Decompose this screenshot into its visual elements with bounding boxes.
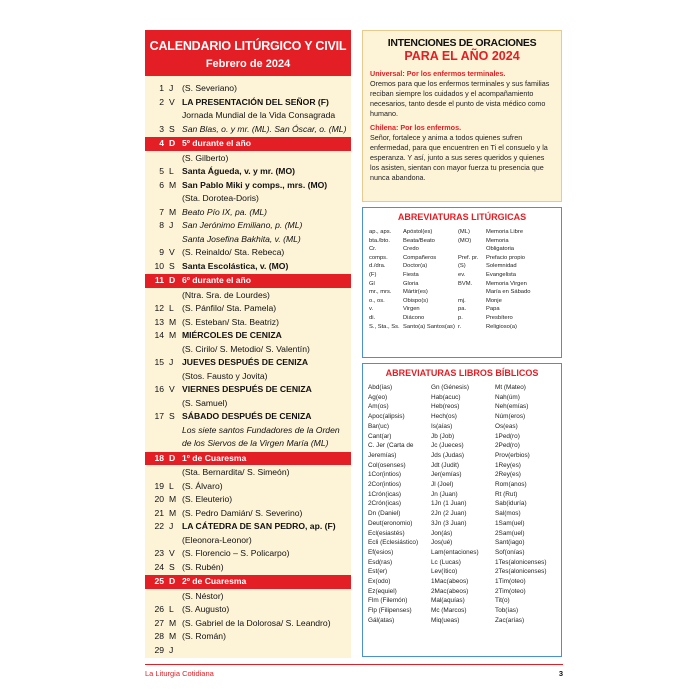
- bible-abbrev-cell: 1Tim(oteo): [495, 578, 526, 586]
- calendar-day-row: [145, 260, 351, 274]
- day-number: 2: [159, 96, 164, 107]
- bible-abbrev-cell: 1Ped(ro): [495, 432, 520, 440]
- bible-abbrev-cell: Ex(odo): [368, 578, 391, 586]
- chile-intention: Chilena: Por los enfermos. Señor, fortalece y anima a todos quienes sufren enfermedad, para que encuentren en Ti el consuelo y la esperanza. Y así, junto a sus seres queridos y quienes los asisten, sientan con mayor fuerza tu presencia que nunca abandona.: [370, 123, 548, 182]
- liturgical-abbrev-cell: Monje: [486, 297, 502, 304]
- bible-abbrev-cell: Abd(ías): [368, 384, 393, 391]
- calendar-day-row: [145, 343, 351, 357]
- day-celebration: (S. Augusto): [182, 604, 230, 614]
- page-number: 3: [558, 669, 563, 678]
- calendar-day-row: [145, 547, 351, 561]
- weekday-letter: D: [169, 275, 176, 285]
- weekday-letter: M: [169, 206, 177, 217]
- bible-abbrev-cell: Col(osenses): [368, 461, 406, 469]
- liturgical-abbrev-cell: Obligatoria: [486, 246, 515, 253]
- liturgical-abbrev-cell: Gloria: [403, 280, 419, 287]
- calendar-day-row: [145, 410, 351, 424]
- liturgical-abbreviations: [362, 207, 562, 358]
- day-number: 3: [159, 123, 164, 134]
- day-number: 15: [154, 357, 164, 367]
- calendar-day-row: [145, 534, 351, 548]
- bible-abbrev-cell: Ecli (Eclesiástico): [368, 539, 419, 547]
- calendar-day-row: [145, 206, 351, 220]
- liturgical-abbrev-cell: Memoria: [486, 237, 509, 244]
- calendar-day-row: [145, 561, 351, 575]
- day-celebration: JUEVES DESPUÉS DE CENIZA: [182, 357, 309, 367]
- liturgical-abbrev-cell: di.: [369, 314, 376, 321]
- liturgical-abbrev-cell: Doctor(a): [403, 263, 428, 270]
- bible-abbrev-cell: 2Cor(intios): [368, 481, 402, 489]
- page-footer: [145, 664, 563, 678]
- day-celebration: (S. Samuel): [182, 397, 228, 408]
- day-number: 26: [154, 604, 164, 614]
- day-number: 25: [154, 576, 164, 586]
- day-celebration: Santa Escolástica, v. (MO): [182, 260, 289, 271]
- bible-abbrev-cell: Mc (Marcos): [431, 607, 467, 615]
- day-celebration: (S. Florencio – S. Policarpo): [182, 548, 290, 558]
- day-celebration: de los Siervos de la Virgen María (ML): [182, 438, 329, 448]
- bible-abbrev-cell: Heb(reos): [431, 403, 460, 411]
- intentions-year: PARA EL AÑO 2024: [404, 49, 520, 63]
- bible-abbrev-cell: Cant(ar): [368, 432, 392, 440]
- liturgical-abbrev-cell: pa.: [458, 306, 467, 313]
- calendar-day-row: [145, 520, 351, 534]
- bible-abbrev-cell: Ez(equiel): [368, 587, 397, 595]
- calendar-day-row: [145, 424, 351, 438]
- day-celebration: (S. Reinaldo/ Sta. Rebeca): [182, 247, 285, 257]
- weekday-letter: M: [169, 631, 177, 641]
- bible-abbrev-cell: Flm (Filemón): [368, 597, 408, 605]
- weekday-letter: M: [169, 330, 177, 340]
- calendar-day-list: [145, 76, 351, 657]
- liturgical-abbrev-cell: r.: [458, 323, 462, 330]
- calendar-day-row: [145, 466, 351, 480]
- day-celebration: (Eleonora-Leonor): [182, 534, 252, 545]
- bible-abbrev-cell: Gál(atas): [368, 616, 395, 624]
- calendar-day-row: [145, 383, 351, 397]
- day-celebration: San Pablo Miki y comps., mrs. (MO): [182, 179, 328, 190]
- bible-abbrev-cell: Am(os): [368, 403, 389, 411]
- day-celebration: (S. Severiano): [182, 83, 237, 93]
- bible-abbrev-cell: Hab(acuc): [431, 393, 461, 401]
- bible-abbrev-cell: Neh(emías): [495, 403, 529, 411]
- weekday-letter: J: [169, 220, 174, 230]
- day-celebration: (S. Gilberto): [182, 152, 229, 163]
- bible-abbrev-cell: 2Crón(icas): [368, 500, 402, 508]
- calendar-day-row: [145, 437, 351, 451]
- weekday-letter: S: [169, 411, 175, 421]
- day-celebration: (Sta. Dorotea-Doris): [182, 193, 259, 203]
- bible-abbrev-cell: Rt (Rut): [495, 490, 518, 498]
- day-number: 4: [159, 138, 164, 148]
- calendar-day-row: [145, 397, 351, 411]
- day-celebration: MIÉRCOLES DE CENIZA: [182, 330, 282, 340]
- bible-abbrev-cell: Is(aías): [431, 422, 453, 430]
- liturgical-abbrev-cell: S., Sta., Ss.: [369, 323, 400, 330]
- day-number: 12: [154, 303, 164, 313]
- bible-abbrev-cell: Nah(úm): [495, 393, 520, 401]
- calendar-month: Febrero de 2024: [205, 58, 291, 70]
- bible-abbrev-cell: 1Mac(abeos): [431, 578, 469, 586]
- calendar-sunday-row: [145, 575, 351, 589]
- day-celebration: San Blas, o. y mr. (ML). San Óscar, o. (ML): [182, 123, 347, 134]
- day-celebration: LA PRESENTACIÓN DEL SEÑOR (F): [182, 96, 329, 107]
- day-celebration: LA CÁTEDRA DE SAN PEDRO, ap. (F): [182, 521, 336, 531]
- liturgical-abbrev-cell: [458, 245, 486, 254]
- day-number: 29: [154, 644, 164, 655]
- liturgical-abbrev-cell: Memoria Libre: [486, 229, 524, 235]
- bible-abbrev-cell: 1Crón(icas): [368, 490, 402, 498]
- liturgical-abbrev-cell: BVM.: [458, 280, 473, 287]
- liturgical-abbrev-cell: bta./bto.: [369, 237, 390, 244]
- liturgical-abbrev-cell: Obispo(s): [403, 297, 429, 304]
- liturgical-abbrev-cell: o., os.: [369, 297, 385, 304]
- bible-abbrev-cell: Flp (Filipenses): [368, 607, 412, 615]
- day-number: 17: [154, 411, 164, 421]
- bible-abbrev-cell: 1Jn (1 Juan): [431, 500, 467, 508]
- weekday-letter: L: [169, 604, 174, 614]
- day-celebration: 5º durante el año: [182, 138, 252, 148]
- liturgical-abbrev-cell: ev.: [458, 271, 466, 278]
- bible-abbrev-cell: Lam(entaciones): [431, 548, 479, 556]
- weekday-letter: S: [169, 260, 175, 271]
- calendar-day-row: [145, 630, 351, 644]
- bible-abbrev-cell: Jn (Juan): [431, 490, 458, 498]
- day-celebration: (S. Gabriel de la Dolorosa/ S. Leandro): [182, 617, 331, 628]
- liturgical-abbrev-cell: Virgen: [403, 306, 420, 313]
- liturgical-abbrev-cell: Compañeros: [403, 254, 437, 261]
- universal-intention: Universal: Por los enfermos terminales. Oremos para que los enfermos terminales y sus familias reciban siempre los cuidados y el acompañamiento necesarios, tanto desde el punto de vista médico como humano.: [370, 69, 550, 118]
- day-celebration: (S. Eleuterio): [182, 494, 233, 504]
- liturgical-abbrev-cell: Credo: [403, 246, 419, 253]
- day-celebration: Santa Águeda, v. y mr. (MO): [182, 166, 296, 176]
- liturgical-abbrev-cell: comps.: [369, 254, 388, 261]
- day-number: 22: [154, 521, 164, 531]
- day-celebration: (S. Esteban/ Sta. Beatriz): [182, 316, 279, 327]
- bible-abbrev-cell: Mt (Mateo): [495, 384, 526, 391]
- bible-abbrev-cell: Deut(eronomio): [368, 519, 413, 527]
- liturgical-abbrev-cell: María en Sábado: [486, 289, 531, 296]
- bible-abbrev-cell: Esd(ras): [368, 558, 393, 566]
- weekday-letter: J: [169, 644, 174, 655]
- weekday-letter: M: [169, 179, 177, 190]
- calendar-day-row: [145, 179, 351, 193]
- calendar-day-row: [145, 246, 351, 260]
- bible-abbrev-cell: C. Jer (Carta de: [368, 442, 414, 450]
- calendar-day-row: [145, 233, 351, 247]
- bible-abbrev-cell: Jds (Judas): [431, 451, 465, 459]
- bible-abbrev-cell: Lev(ítico): [431, 568, 458, 576]
- weekday-letter: V: [169, 384, 175, 394]
- day-celebration: Los siete santos Fundadores de la Orden: [182, 424, 340, 435]
- liturgical-abbrev-cell: Presbítero: [486, 314, 513, 321]
- calendar-day-row: [145, 480, 351, 494]
- liturgical-abbrev-cell: (S): [458, 263, 466, 270]
- day-celebration: [182, 644, 351, 658]
- day-number: 6: [159, 179, 164, 190]
- weekday-letter: L: [169, 166, 174, 176]
- calendar-day-row: [145, 590, 351, 604]
- day-number: 28: [154, 631, 164, 641]
- calendar-day-row: [145, 356, 351, 370]
- bible-abbrev-cell: Jdt (Judit): [431, 461, 460, 469]
- bible-abbrev-cell: Sof(onías): [495, 548, 525, 556]
- day-number: 1: [159, 83, 164, 93]
- bible-abbrev-cell: Tit(o): [495, 597, 510, 605]
- day-number: 13: [154, 316, 164, 327]
- bible-abbrev-cell: 2Tim(oteo): [495, 587, 526, 595]
- bible-abbrev-cell: 2Sam(uel): [495, 529, 525, 537]
- bible-abbrev-cell: Apoc(alipsis): [368, 413, 405, 421]
- liturgical-abbrev-cell: Evangelista: [486, 271, 516, 278]
- day-celebration: VIERNES DESPUÉS DE CENIZA: [182, 384, 312, 394]
- day-celebration: San Jerónimo Emiliano, p. (ML): [182, 220, 303, 230]
- liturgical-abbrev-cell: Fiesta: [403, 271, 419, 278]
- day-celebration: (S. Cirilo/ S. Metodio/ S. Valentín): [182, 343, 310, 354]
- calendar-header: [145, 30, 351, 76]
- day-celebration: (S. Pánfilo/ Sta. Pamela): [182, 303, 277, 313]
- bible-abbrev-cell: Jer(emías): [431, 471, 462, 479]
- day-celebration: (Stos. Fausto y Jovita): [182, 370, 268, 381]
- bible-abbreviations: [362, 363, 562, 657]
- day-celebration: Beato Pío IX, pa. (ML): [182, 206, 268, 217]
- bible-abbrev-cell: Gn (Génesis): [431, 384, 470, 391]
- weekday-letter: L: [169, 303, 174, 313]
- day-celebration: Santa Josefina Bakhita, v. (ML): [182, 233, 301, 244]
- bible-abbrev-cell: 1Rey(es): [495, 461, 521, 469]
- liturgical-abbrev-cell: [458, 288, 486, 297]
- bible-abbrev-cell: Ag(eo): [368, 393, 388, 401]
- weekday-letter: D: [169, 576, 176, 586]
- liturgical-abbrev-cell: Pref. pr.: [458, 254, 479, 261]
- day-number: 11: [154, 275, 164, 285]
- weekday-letter: D: [169, 138, 176, 148]
- bible-abbrev-cell: 1Tes(alonicenses): [495, 558, 547, 566]
- day-number: 27: [154, 617, 164, 628]
- weekday-letter: J: [169, 521, 174, 531]
- calendar-day-row: [145, 493, 351, 507]
- day-number: 23: [154, 548, 164, 558]
- bible-abbrev-cell: 2Ped(ro): [495, 442, 520, 450]
- bible-abbrev-cell: Sab(iduría): [495, 500, 527, 508]
- bible-abbrev-cell: 1Cor(intios): [368, 471, 402, 479]
- weekday-letter: V: [169, 247, 175, 257]
- calendar-day-row: [145, 603, 351, 617]
- liturgical-abbrev-cell: Memoria Virgen: [486, 280, 527, 287]
- liturgical-abbrev-cell: Mártir(es): [403, 289, 428, 296]
- bible-abbrev-grid: [368, 383, 556, 626]
- liturgical-abbrev-cell: Prefacio propio: [486, 254, 525, 261]
- liturgical-abbrev-cell: ap., aps.: [369, 229, 392, 235]
- calendar-day-row: [145, 289, 351, 303]
- liturgical-abbrev-cell: Papa: [486, 306, 500, 313]
- day-celebration: 6º durante el año: [182, 275, 252, 285]
- calendar-day-row: [145, 82, 351, 96]
- calendar-day-row: [145, 370, 351, 384]
- weekday-letter: S: [169, 561, 175, 572]
- bible-abbrev-cell: 2Mac(abeos): [431, 587, 469, 595]
- weekday-letter: L: [169, 480, 174, 491]
- calendar-day-row: [145, 96, 351, 110]
- day-number: 20: [154, 494, 164, 504]
- weekday-letter: M: [169, 507, 177, 518]
- calendar-day-row: [145, 507, 351, 521]
- day-number: 5: [159, 166, 164, 176]
- calendar-day-row: [145, 192, 351, 206]
- day-number: 18: [154, 452, 164, 463]
- bible-abbrev-cell: Sal(mos): [495, 510, 521, 518]
- bible-abbrev-cell: Miq(ueas): [431, 616, 460, 624]
- bible-abbrev-cell: 1Sam(uel): [495, 519, 525, 527]
- bible-abbrev-cell: Sant(iago): [495, 539, 525, 547]
- calendar-day-row: [145, 109, 351, 123]
- day-celebration: 1º de Cuaresma: [182, 452, 247, 463]
- liturgical-abbrev-cell: v.: [369, 306, 374, 313]
- day-number: 9: [159, 247, 164, 257]
- bible-abbrev-cell: Jon(ás): [431, 529, 453, 537]
- bible-abbrev-cell: Zac(arías): [495, 616, 525, 624]
- day-celebration: (S. Álvaro): [182, 480, 223, 491]
- liturgical-abbrev-cell: (MO): [458, 237, 472, 244]
- liturgical-abbrev-cell: Beata/Beato: [403, 237, 435, 244]
- bible-abbrev-title: ABREVIATURAS LIBROS BÍBLICOS: [385, 368, 539, 378]
- bible-abbrev-cell: 3Jn (3 Juan): [431, 519, 467, 527]
- bible-abbrev-cell: Jc (Jueces): [431, 442, 464, 450]
- calendar-day-row: [145, 617, 351, 631]
- weekday-letter: M: [169, 494, 177, 504]
- bible-abbrev-cell: Tob(ías): [495, 607, 519, 615]
- day-number: 24: [154, 561, 164, 572]
- calendar-day-row: [145, 219, 351, 233]
- day-number: 10: [154, 260, 164, 271]
- liturgical-abbrev-cell: d./dra.: [369, 263, 386, 270]
- bible-abbrev-cell: Jos(ué): [431, 539, 453, 547]
- day-number: 19: [154, 480, 164, 491]
- weekday-letter: J: [169, 357, 174, 367]
- liturgical-abbrev-cell: Gl: [369, 280, 375, 287]
- day-number: 7: [159, 206, 164, 217]
- bible-abbrev-cell: 2Jn (2 Juan): [431, 510, 467, 518]
- bible-abbrev-cell: Jl (Joel): [431, 481, 454, 489]
- day-number: 21: [154, 507, 164, 518]
- liturgical-abbrev-cell: Apóstol(es): [403, 229, 433, 235]
- calendar-day-row: [145, 165, 351, 179]
- liturgical-abbrev-cell: Solemnidad: [486, 263, 517, 270]
- liturgical-calendar: [145, 30, 351, 658]
- bible-abbrev-cell: Ef(esios): [368, 548, 394, 556]
- calendar-day-row: [145, 316, 351, 330]
- bible-abbrev-cell: Rom(anos): [495, 481, 527, 489]
- bible-abbrev-cell: Bar(uc): [368, 422, 389, 430]
- liturgical-abbrev-cell: mj.: [458, 297, 466, 304]
- bible-abbrev-cell: Dn (Daniel): [368, 510, 401, 518]
- liturgical-abbrev-cell: p.: [458, 314, 463, 321]
- calendar-sunday-row: [145, 137, 351, 151]
- day-celebration: (S. Román): [182, 631, 226, 641]
- prayer-intentions-box: [362, 30, 562, 202]
- intentions-title: INTENCIONES DE ORACIONES: [387, 37, 537, 49]
- weekday-letter: V: [169, 96, 175, 107]
- weekday-letter: M: [169, 617, 177, 628]
- liturgical-abbrev-cell: Religioso(a): [486, 323, 517, 330]
- day-number: 14: [154, 330, 164, 340]
- bible-abbrev-cell: Os(eas): [495, 422, 518, 430]
- calendar-sunday-row: [145, 274, 351, 288]
- bible-abbrev-cell: 2Rey(es): [495, 471, 521, 479]
- liturgical-abbrev-title: ABREVIATURAS LITÚRGICAS: [397, 212, 527, 222]
- liturgical-abbrev-cell: mr., mrs.: [369, 289, 392, 296]
- bible-abbrev-cell: Hech(os): [431, 413, 457, 421]
- liturgical-abbrev-cell: (F): [369, 271, 377, 278]
- liturgical-abbrev-grid: [369, 228, 555, 331]
- bible-abbrev-cell: Ecl(esiastés): [368, 529, 405, 537]
- liturgical-abbrev-cell: (ML): [458, 229, 470, 235]
- calendar-day-row: [145, 302, 351, 316]
- day-celebration: (S. Néstor): [182, 590, 224, 601]
- bible-abbrev-cell: 2Tes(alonicenses): [495, 568, 547, 576]
- bible-abbrev-cell: Est(er): [368, 568, 388, 576]
- calendar-day-row: [145, 123, 351, 137]
- day-number: 16: [154, 384, 164, 394]
- bible-abbrev-cell: Núm(eros): [495, 413, 526, 421]
- bible-abbrev-cell: Prov(erbios): [495, 451, 530, 459]
- bible-abbrev-cell: Jeremías): [368, 451, 397, 459]
- bible-abbrev-cell: Jb (Job): [431, 432, 455, 440]
- footer-publication: La Liturgia Cotidiana: [145, 669, 214, 678]
- calendar-sunday-row: [145, 452, 351, 466]
- weekday-letter: V: [169, 548, 175, 558]
- weekday-letter: D: [169, 452, 176, 463]
- day-celebration: 2º de Cuaresma: [182, 576, 247, 586]
- calendar-day-row: [145, 329, 351, 343]
- day-celebration: (Ntra. Sra. de Lourdes): [182, 289, 270, 300]
- day-celebration: (S. Rubén): [182, 561, 224, 572]
- bible-abbrev-cell: Mal(aquías): [431, 597, 465, 605]
- bible-abbrev-cell: Lc (Lucas): [431, 558, 461, 566]
- day-number: 8: [159, 220, 164, 230]
- weekday-letter: S: [169, 123, 175, 134]
- liturgical-abbrev-cell: Cr.: [369, 246, 377, 253]
- liturgical-abbrev-cell: Diácono: [403, 314, 425, 321]
- weekday-letter: M: [169, 316, 177, 327]
- liturgical-abbrev-cell: Santo(a) Santos(as): [403, 323, 455, 330]
- weekday-letter: J: [169, 83, 174, 93]
- day-celebration: (S. Pedro Damián/ S. Severino): [182, 507, 303, 518]
- day-celebration: SÁBADO DESPUÉS DE CENIZA: [182, 411, 312, 421]
- calendar-title: CALENDARIO LITÚRGICO Y CIVIL: [149, 39, 347, 53]
- day-celebration: (Sta. Bernardita/ S. Simeón): [182, 467, 290, 477]
- calendar-day-row: [145, 152, 351, 166]
- calendar-day-row: [145, 644, 351, 658]
- day-celebration: Jornada Mundial de la Vida Consagrada: [182, 110, 336, 120]
